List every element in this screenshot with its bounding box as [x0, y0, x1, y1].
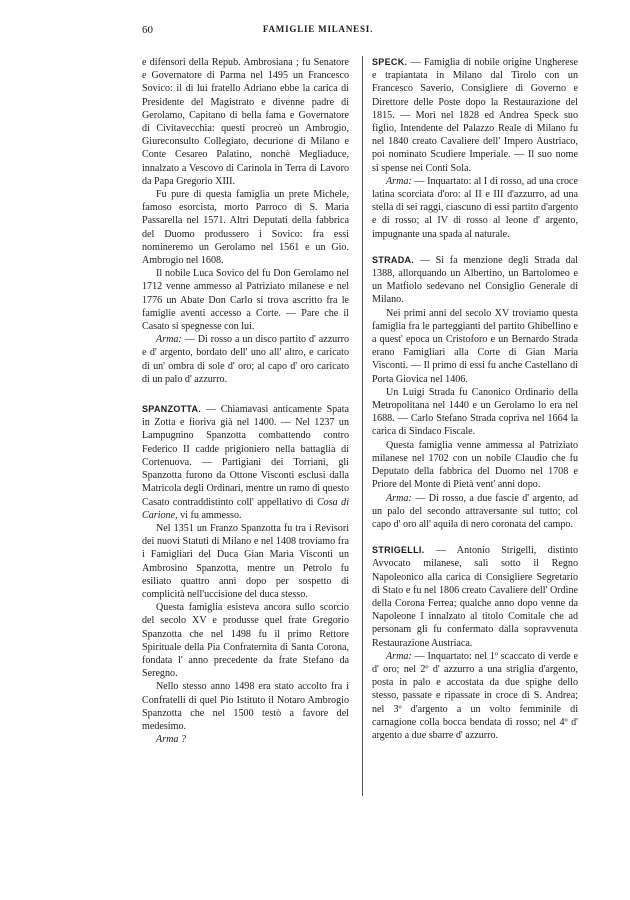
sovico-arma: [142, 333, 349, 386]
strada-paragraph-2: Nei primi anni del secolo XV troviamo questa famiglia fra le parteggianti del partito Ghibellino e a quest' epoca un Cristoforo e un Bernardo Strada erano Famigliari alla Corte di Gian Maria Visconti. — Il primo di essi fu anche Castellano di Porta Giovica nel 1406.: [372, 307, 578, 385]
sovico-paragraph-2: Fu pure di questa famiglia un prete Michele, famoso esorcista, morto Parroco di S. Maria Passarella nel 1571. Altri Deputati della fabbrica del Duomo produssero i Sovico: fra essi nomineremo un Gerolamo nel 1561 e un Gio. Ambrogio nel 1608.: [142, 189, 349, 267]
strigelli-arma: [372, 650, 578, 742]
spanzotta-paragraph-3: Questa famiglia esisteva ancora sullo scorcio del secolo XV e produsse quel frate Gregorio Spanzotta che nel 1498 fu il primo Rettore Spirituale della Pia Confraternita di Santa Corona, fondata l' anno precedente da frate Stefano da Seregno.: [142, 602, 349, 680]
spanzotta-paragraph-2: Nel 1351 un Franzo Spanzotta fu tra i Revisori dei nuovi Statuti di Milano e nel 1408 troviamo fra i Famigliari del Duca Gian Maria Visconti un Ambrosino Spanzotta, mentre un Petrolo fu esiliato quattro anni dopo per sospetto di complicità nell'uccisione del duca stesso.: [142, 522, 349, 600]
spanzotta-italic-name: Cosa di Carione,: [142, 496, 349, 521]
arma-text: — Di rosso, a due fascie d' argento, ad un palo del secondo attraversante sul tutto; col capo d' oro all' aquila di nero coronata del campo.: [372, 492, 578, 530]
arma-text: — Inquartato: al I di rosso, ad una croce latina scorciata d'oro: al II e III d'azzurro, ad una stella di sei raggi, ciascuno di essi partito d'argento e di rosso; al IV di rosso al leone d' argento, impugnante una spada al naturale.: [372, 175, 578, 240]
strada-paragraph-4: Questa famiglia venne ammessa al Patriziato milanese nel 1702 con un nobile Claudio che fu Deputato della fabbrica del Duomo nel 1708 e Priore del Monte di Pietà vent' anni dopo.: [372, 439, 578, 491]
strigelli-text: — Antonio Strigelli, distinto Avvocato milanese, salì sotto il Regno Napoleonico alla carica di Consigliere Segretario di Stato e fu nel 1806 creato Cavaliere dell' Ordine della Corona Ferrea; qualche anno dopo venne da Napoleone I innalzato al titolo Comitale che ad personam gli fu confermato dalla sopravvenuta Restaurazione Austriaca.: [372, 545, 578, 649]
arma-label: Arma:: [386, 492, 412, 504]
page-number: 60: [142, 24, 153, 36]
strigelli-entry: [372, 544, 578, 650]
sovico-paragraph-1: e difensori della Repub. Ambrosiana ; fu Senatore e Governatore di Parma nel 1495 un Francesco Sovico: il di lui fratello Adriano ebbe la carica di Presidente del Magistrato e divenne padre di Gerolamo, Capitano di bella fama e Governatore di Civitavecchia: questi procreò un Ambrogio, Giureconsulto Collegiato, decurione di Milano e Conte Cesareo Palatino, nonchè Megliaduce, innalzato a Vescovo di Carinola in Terra di Lavoro da Papa Gregorio XIII.: [142, 57, 349, 187]
spanzotta-arma: Arma ?: [156, 734, 187, 746]
spanzotta-text: — Chiamavasi anticamente Spata in Zotta e fioriva già nel 1400. — Nel 1237 un Lampugnino Spanzotta combattendo contro Federico II cadde prigioniero nella battaglia di Cortenuova. — Partigiani dei Torriani, gli Spanzotta furono da Ottone Visconti esclusi dalla Matricola degli Ordinari, mentre un ramo di questo Casato contraddistinto coll' appellativo di: [142, 404, 349, 508]
right-column: [372, 56, 578, 742]
arma-text: — Di rosso a un disco partito d' azzurro e d' argento, bordato dell' uno all' altro, e caricato di un' ombra di sole d' oro; al capo d' oro caricato di un palo d' azzurro.: [142, 334, 349, 385]
left-column: [142, 56, 349, 746]
family-name-spanzotta: SPANZOTTA.: [142, 404, 202, 415]
running-title: FAMIGLIE MILANESI.: [262, 24, 374, 34]
family-name-speck: SPECK.: [372, 57, 408, 67]
column-divider: [362, 56, 363, 796]
arma-label: Arma:: [386, 650, 412, 662]
family-name-strigelli: STRIGELLI.: [372, 545, 425, 556]
family-name-strada: STRADA.: [372, 254, 415, 265]
spanzotta-entry: [142, 403, 349, 522]
arma-label: Arma:: [386, 175, 412, 187]
spanzotta-text-end: vi fu ammesso.: [177, 509, 242, 521]
sovico-paragraph-3: Il nobile Luca Sovico del fu Don Gerolamo nel 1712 venne ammesso al Patriziato milanese e nel 1776 un Abate Don Carlo si trova ascritto fra le famiglie aventi accesso a Corte. — Pare che il Casato si spegnesse con lui.: [142, 268, 349, 333]
page-header: [142, 24, 494, 40]
arma-text: — Inquartato: nel 1º scaccato di verde e d' oro; nel 2º d' azzurro a una striglia d'argento, posta in palo e accostata da due spighe dello stesso, passate e ripassate in croce di S. Andrea; nel 3º d'argento a un volto femminile di carnagione colla bocca bendata di rosso; nel 4º d' argento a due sbarre d' azzurro.: [372, 650, 578, 741]
strada-paragraph-3: Un Luigi Strada fu Canonico Ordinario della Metropolitana nel 1440 e un Gerolamo lo era nel 1688. — Carlo Stefano Strada copriva nel 1664 la carica di Sindaco Fiscale.: [372, 386, 578, 438]
speck-arma: [372, 175, 578, 241]
speck-text: — Famiglia di nobile origine Ungherese e trapiantata in Milano dal Tirolo con un Francesco Saverio, Consigliere di Governo e Direttore delle Poste dopo la Restaurazione del 1815. — Morì nel 1828 ed Andrea Speck suo figlio, Intendente del Palazzo Reale di Milano fu nel 1840 creato Cavaliere dell' Impero Austriaco, poi nominato Scudiere Imperiale. — Il suo nome si spense nei Conti Sola.: [372, 57, 578, 174]
strada-entry: [372, 254, 578, 307]
spanzotta-paragraph-4: Nello stesso anno 1498 era stato accolto fra i Confratelli di quel Pio Istituto il Notaro Ambrogio Spanzotta che nel 1500 testò a favore del medesimo.: [142, 681, 349, 732]
arma-label: Arma:: [156, 334, 182, 346]
strada-arma: [372, 492, 578, 532]
speck-entry: [372, 56, 578, 175]
strada-text: — Si fa menzione degli Strada dal 1388, allorquando un Albertino, un Bartolomeo e un Matfiolo sedevano nel Consiglio Generale di Milano.: [372, 254, 578, 306]
